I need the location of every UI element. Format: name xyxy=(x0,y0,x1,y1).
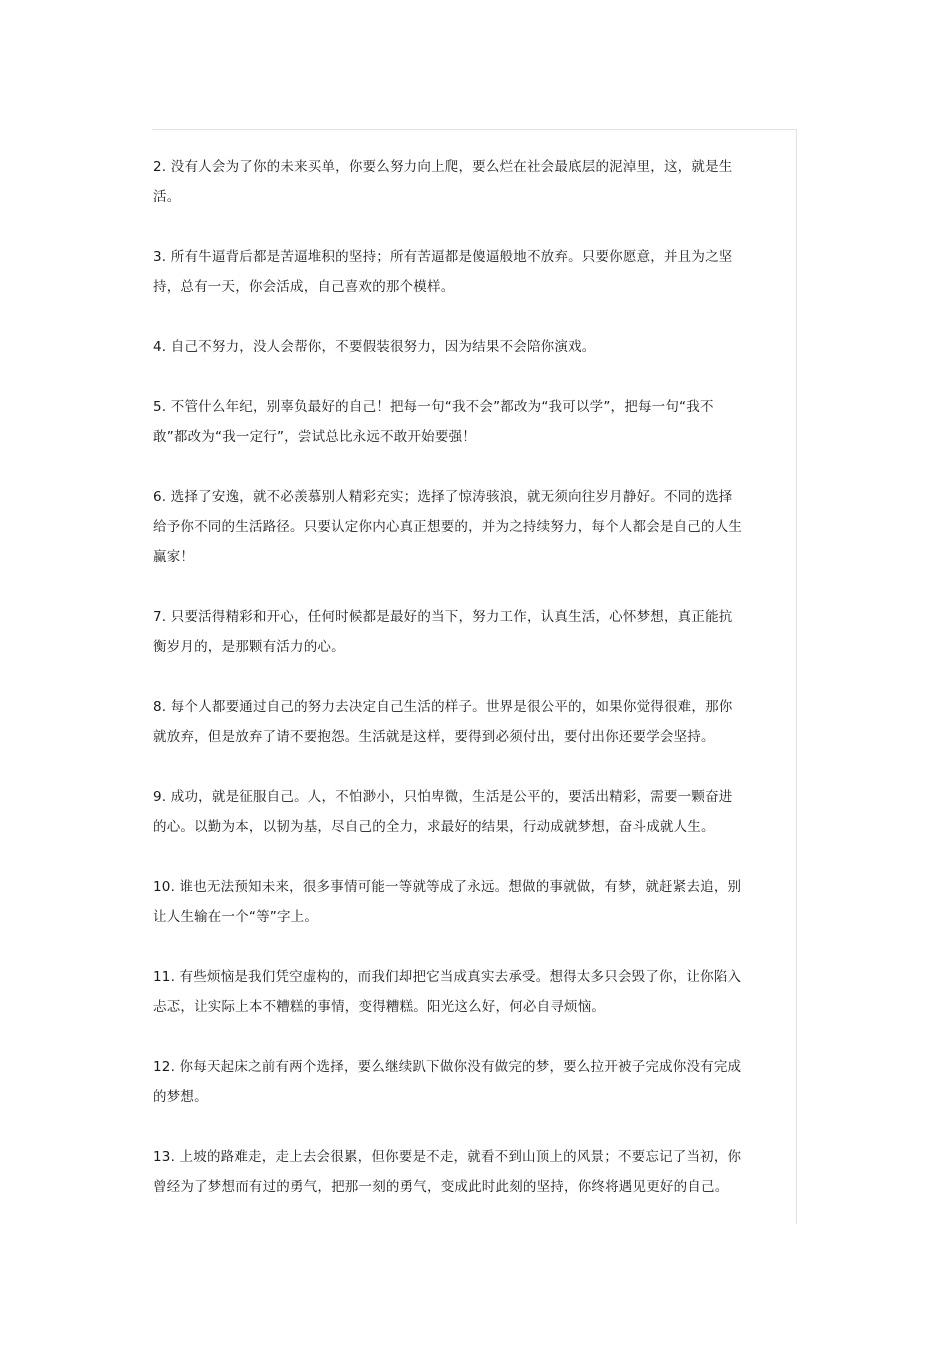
paragraph-5: 5. 不管什么年纪，别辜负最好的自己！把每一句“我不会”都改为“我可以学”，把每一句“我不敢”都改为“我一定行”，尝试总比永远不敢开始要强！ xyxy=(153,399,714,445)
paragraph-4: 4. 自己不努力，没人会帮你，不要假装很努力，因为结果不会陪你演戏。 xyxy=(153,339,596,355)
paragraph-9: 9. 成功，就是征服自己。人，不怕渺小，只怕卑微，生活是公平的，要活出精彩，需要一颗奋进的心。以勤为本，以韧为基，尽自己的全力，求最好的结果，行动成就梦想，奋斗成就人生。 xyxy=(153,789,733,835)
document-body xyxy=(153,152,743,1202)
paragraph-8: 8. 每个人都要通过自己的努力去决定自己生活的样子。世界是很公平的，如果你觉得很难，那你就放弃，但是放弃了请不要抱怨。生活就是这样，要得到必须付出，要付出你还要学会坚持。 xyxy=(153,699,733,745)
paragraph-11: 11. 有些烦恼是我们凭空虚构的，而我们却把它当成真实去承受。想得太多只会毁了你，让你陷入忐忑，让实际上本不糟糕的事情，变得糟糕。阳光这么好，何必自寻烦恼。 xyxy=(153,969,742,1015)
paragraph-2: 2. 没有人会为了你的未来买单，你要么努力向上爬，要么烂在社会最底层的泥淖里，这，就是生活。 xyxy=(153,159,733,205)
paragraph-6: 6. 选择了安逸，就不必羡慕别人精彩充实；选择了惊涛骇浪，就无须向往岁月静好。不同的选择给予你不同的生活路径。只要认定你内心真正想要的，并为之持续努力，每个人都会是自己的人生赢家！ xyxy=(153,489,743,565)
paragraph-7: 7. 只要活得精彩和开心，任何时候都是最好的当下，努力工作，认真生活，心怀梦想，真正能抗衡岁月的，是那颗有活力的心。 xyxy=(153,609,733,655)
paragraph-12: 12. 你每天起床之前有两个选择，要么继续趴下做你没有做完的梦，要么拉开被子完成你没有完成的梦想。 xyxy=(153,1059,742,1105)
paragraph-13: 13. 上坡的路难走，走上去会很累，但你要是不走，就看不到山顶上的风景；不要忘记了当初，你曾经为了梦想而有过的勇气，把那一刻的勇气，变成此时此刻的坚持，你终将遇见更好的自己。 xyxy=(153,1149,742,1195)
paragraph-10: 10. 谁也无法预知未来，很多事情可能一等就等成了永远。想做的事就做，有梦，就赶紧去追，别让人生输在一个“等”字上。 xyxy=(153,879,742,925)
paragraph-3: 3. 所有牛逼背后都是苦逼堆积的坚持；所有苦逼都是傻逼般地不放弃。只要你愿意，并且为之坚持，总有一天，你会活成，自己喜欢的那个模样。 xyxy=(153,249,733,295)
